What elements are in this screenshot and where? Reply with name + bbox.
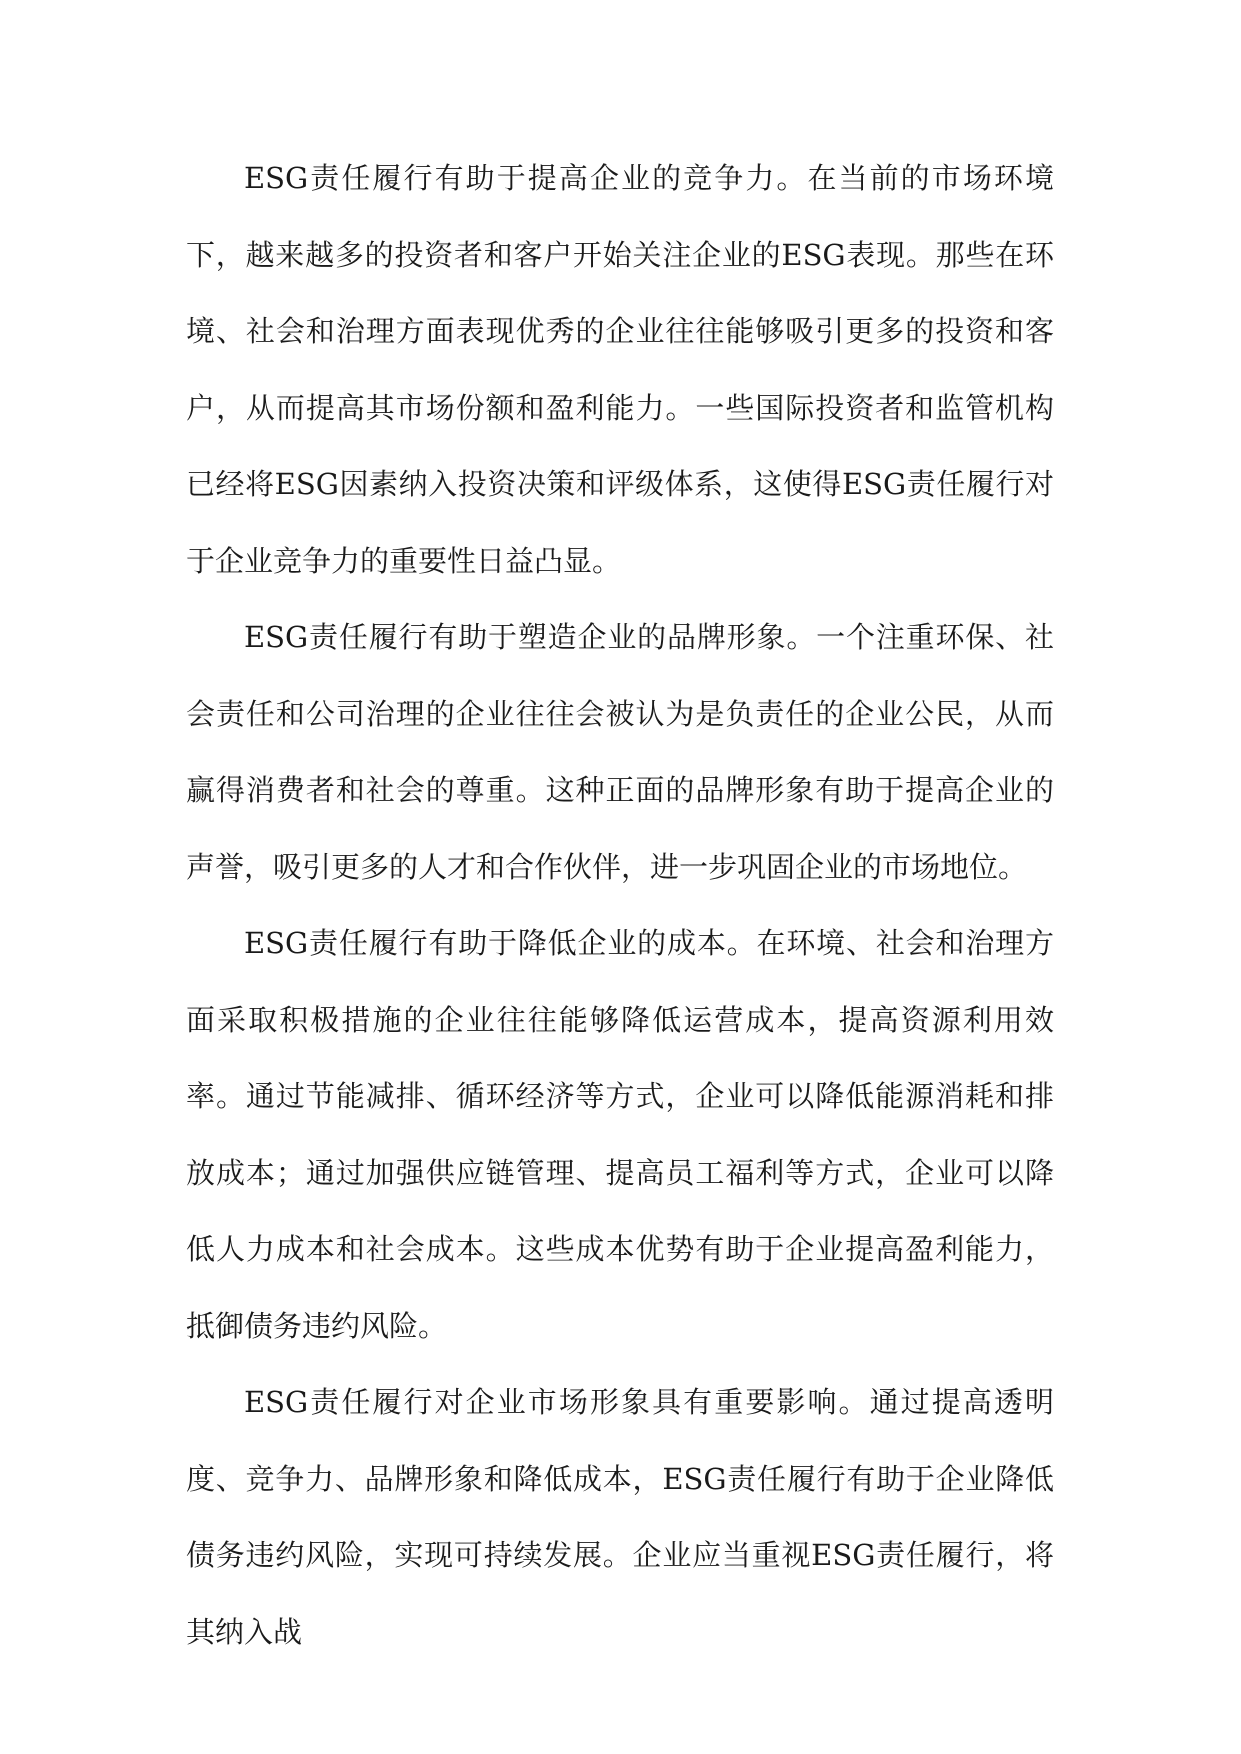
paragraph-brand-image: ESG责任履行有助于塑造企业的品牌形象。一个注重环保、社会责任和公司治理的企业往往会被认为是负责任的企业公民，从而赢得消费者和社会的尊重。这种正面的品牌形象有助于提高企业的声誉，吸引更多的人才和合作伙伴，进一步巩固企业的市场地位。 bbox=[186, 620, 1054, 884]
paragraph-competitiveness: ESG责任履行有助于提高企业的竞争力。在当前的市场环境下，越来越多的投资者和客户开始关注企业的ESG表现。那些在环境、社会和治理方面表现优秀的企业往往能够吸引更多的投资和客户，从而提高其市场份额和盈利能力。一些国际投资者和监管机构已经将ESG因素纳入投资决策和评级体系，这使得ESG责任履行对于企业竞争力的重要性日益凸显。 bbox=[186, 161, 1054, 578]
paragraph-cost-reduction: ESG责任履行有助于降低企业的成本。在环境、社会和治理方面采取积极措施的企业往往能够降低运营成本，提高资源利用效率。通过节能减排、循环经济等方式，企业可以降低能源消耗和排放成本；通过加强供应链管理、提高员工福利等方式，企业可以降低人力成本和社会成本。这些成本优势有助于企业提高盈利能力，抵御债务违约风险。 bbox=[186, 926, 1054, 1343]
document-body bbox=[186, 140, 1054, 1670]
paragraph-market-image: ESG责任履行对企业市场形象具有重要影响。通过提高透明度、竞争力、品牌形象和降低成本，ESG责任履行有助于企业降低债务违约风险，实现可持续发展。企业应当重视ESG责任履行，将其纳入战 bbox=[186, 1385, 1054, 1649]
